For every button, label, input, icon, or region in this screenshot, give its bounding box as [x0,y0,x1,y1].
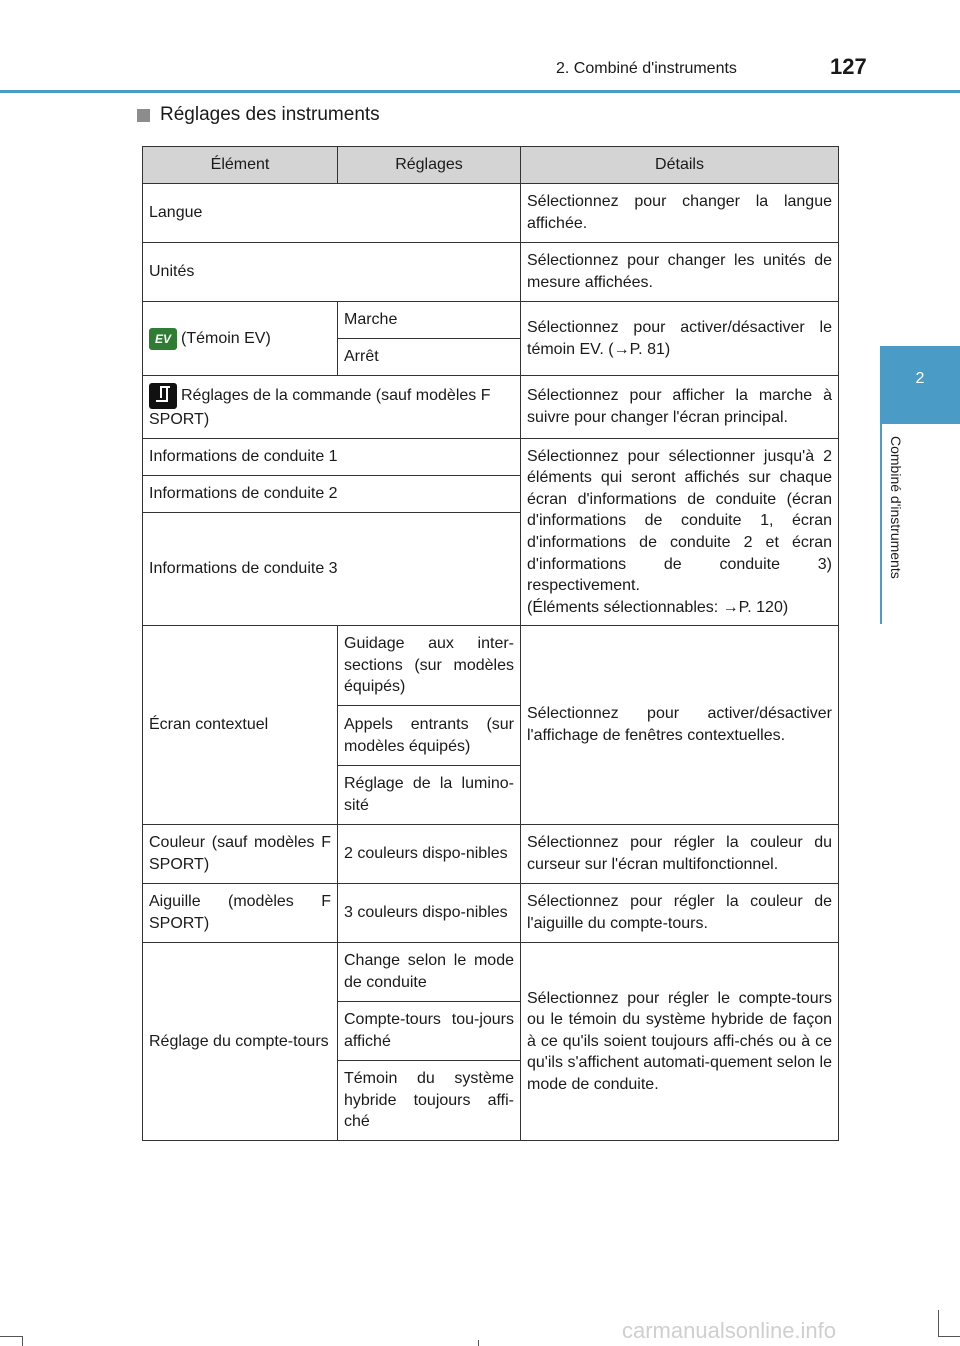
item-conduite-1: Informations de conduite 1 [143,439,521,476]
setting-luminosite: Réglage de la lumino-sité [338,766,521,825]
setting-arret: Arrêt [338,339,521,376]
item-commande [143,376,521,439]
crop-mark [0,1336,22,1337]
header-rule [0,90,960,93]
item-langue: Langue [143,184,521,243]
setting-guidage: Guidage aux inter-sections (sur modèles équipés) [338,626,521,706]
crop-mark [938,1310,939,1336]
setting-appels: Appels entrants (sur modèles équipés) [338,706,521,766]
item-unites: Unités [143,243,521,302]
item-compte-tours: Réglage du compte-tours [143,943,338,1141]
setting-aiguille: 3 couleurs dispo-nibles [338,884,521,943]
item-couleur: Couleur (sauf modèles F SPORT) [143,825,338,884]
item-commande-label: Réglages de la commande (sauf modèles F SPORT) [149,387,491,429]
settings-table [142,146,839,1141]
crop-mark [22,1336,23,1346]
detail-commande: Sélectionnez pour afficher la marche à suivre pour changer l'écran principal. [521,376,839,439]
table-row [143,825,839,884]
section-heading [137,104,380,126]
table-row [143,943,839,1002]
detail-conduite-ref: (Éléments sélectionnables: →P. 120) [527,598,789,616]
item-aiguille: Aiguille (modèles F SPORT) [143,884,338,943]
detail-conduite [521,439,839,626]
detail-couleur: Sélectionnez pour régler la couleur du curseur sur l'écran multifonctionnel. [521,825,839,884]
page-number: 127 [830,54,867,79]
setting-change-mode: Change selon le mode de conduite [338,943,521,1002]
detail-ecran-contextuel: Sélectionnez pour activer/désactiver l'affichage de fenêtres contextuelles. [521,626,839,825]
table-row [143,302,839,339]
detail-unites: Sélectionnez pour changer les unités de mesure affichées. [521,243,839,302]
detail-langue: Sélectionnez pour changer la langue affichée. [521,184,839,243]
crop-mark [938,1336,960,1337]
detail-aiguille: Sélectionnez pour régler la couleur de l'aiguille du compte-tours. [521,884,839,943]
item-temoin-ev [143,302,338,376]
chapter-tab-label: Combiné d'instruments [888,436,904,579]
ev-indicator-icon: EV [149,328,177,350]
chapter-tab-line [880,424,882,624]
setting-temoin-hybride: Témoin du système hybride toujours affi-ché [338,1061,521,1141]
header-details: Détails [521,147,839,184]
chapter-title: 2. Combiné d'instruments [556,60,737,77]
setting-marche: Marche [338,302,521,339]
table-row [143,439,839,476]
control-switch-icon [149,383,177,409]
table-row [143,626,839,706]
detail-temoin-ev: Sélectionnez pour activer/désactiver le témoin EV. (→P. 81) [521,302,839,376]
table-row [143,243,839,302]
watermark: carmanualsonline.info [622,1318,837,1343]
setting-couleur: 2 couleurs dispo-nibles [338,825,521,884]
crop-mark [478,1340,479,1346]
square-bullet-icon [137,109,150,122]
item-conduite-2: Informations de conduite 2 [143,476,521,513]
chapter-tab: 2 [880,346,960,424]
setting-toujours-affiche: Compte-tours tou-jours affiché [338,1002,521,1061]
detail-conduite-text: Sélectionnez pour sélectionner jusqu'à 2 éléments qui seront affichés sur chaque écran d'informations de conduite (écran d'informations de conduite 1, écran d'informations de conduite 2 et écran d'informations de conduite 3) respectivement. [527,447,832,595]
item-conduite-3: Informations de conduite 3 [143,513,521,626]
table-row [143,376,839,439]
section-title: Réglages des instruments [160,104,380,125]
table-header-row [143,147,839,184]
table-row [143,184,839,243]
detail-compte-tours: Sélectionnez pour régler le compte-tours ou le témoin du système hybride de façon à ce qu'ils soient toujours affi-chés ou à ce qu'ils s'affichent automati-quement selon le mode de conduite. [521,943,839,1141]
item-temoin-ev-label: (Témoin EV) [181,329,271,347]
table-row [143,884,839,943]
item-ecran-contextuel: Écran contextuel [143,626,338,825]
header-element: Élément [143,147,338,184]
header-settings: Réglages [338,147,521,184]
